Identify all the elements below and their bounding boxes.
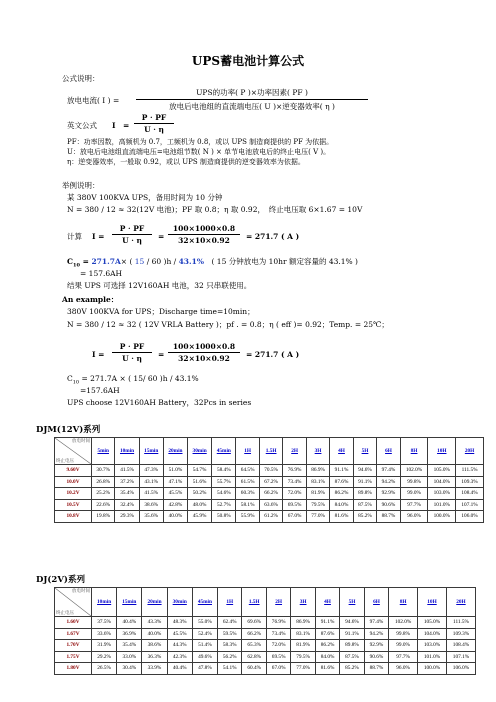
capacity-cell: 47.1%: [163, 476, 187, 488]
example-cn-i: I =: [92, 232, 105, 241]
example-en-i: I =: [92, 350, 105, 359]
english-numerator: P · PF: [134, 113, 174, 124]
capacity-cell: 91.1%: [330, 465, 353, 477]
example-en-fraction1: [112, 342, 152, 363]
capacity-cell: 70.5%: [259, 465, 282, 477]
capacity-cell: 86.9%: [291, 617, 315, 629]
capacity-cell: 104.0%: [428, 476, 456, 488]
capacity-cell: 84.0%: [315, 651, 339, 663]
capacity-cell: 33.6%: [92, 628, 117, 640]
formula-numerator: UPS的功率( P )×功率因素( PF ): [136, 87, 368, 100]
column-header: 4H: [315, 588, 339, 617]
capacity-cell: 50.8%: [212, 511, 236, 523]
c10-times: × (: [120, 257, 135, 266]
column-header: 8H: [389, 588, 418, 617]
capacity-cell: 22.6%: [92, 499, 115, 511]
column-header: 10H: [428, 438, 456, 465]
capacity-cell: 89.8%: [340, 640, 364, 652]
capacity-cell: 61.2%: [259, 511, 282, 523]
c10-note: ( 15 分钟放电为 10hr 额定容量的 43.1% ): [204, 257, 358, 266]
column-header: 10min: [115, 438, 139, 465]
capacity-cell: 64.5%: [236, 465, 259, 477]
capacity-cell: 94.6%: [340, 617, 364, 629]
capacity-cell: 61.5%: [236, 476, 259, 488]
column-header: 3H: [291, 588, 315, 617]
capacity-cell: 30.4%: [117, 663, 142, 675]
capacity-cell: 26.5%: [92, 663, 117, 675]
capacity-cell: 45.9%: [188, 511, 212, 523]
capacity-cell: 102.0%: [400, 465, 428, 477]
c10-sub: 10: [72, 262, 80, 269]
capacity-cell: 40.4%: [117, 617, 142, 629]
capacity-cell: 31.9%: [92, 640, 117, 652]
example-cn-line2: N = 380 / 12 ≈ 32(12V 电池)；PF 取 0.8；η 取 0.92， 终止电压取 6×1.67 = 10V: [67, 205, 363, 214]
example-en-heading: An example：: [62, 295, 119, 304]
capacity-cell: 50.2%: [188, 488, 212, 500]
capacity-cell: 103.0%: [418, 640, 447, 652]
capacity-cell: 29.3%: [115, 511, 139, 523]
capacity-cell: 91.1%: [340, 628, 364, 640]
capacity-cell: 26.8%: [92, 476, 115, 488]
capacity-cell: 97.4%: [377, 465, 400, 477]
capacity-cell: 69.5%: [266, 651, 290, 663]
dj-heading: DJ(2V)系列: [36, 575, 85, 585]
capacity-cell: 55.7%: [212, 476, 236, 488]
page-title: UPS蓄电池计算公式: [191, 54, 305, 68]
column-header: 8H: [400, 438, 428, 465]
example-en-line1: 380V 100KVA for UPS；Discharge time=10min；: [67, 307, 255, 316]
capacity-cell: 87.6%: [330, 476, 353, 488]
discharge-current-label: 放电电流( I ) =: [67, 96, 120, 105]
en-c10-letter: C: [67, 374, 73, 383]
capacity-cell: 42.8%: [163, 499, 187, 511]
capacity-cell: 65.3%: [242, 640, 266, 652]
capacity-cell: 92.9%: [377, 488, 400, 500]
capacity-cell: 86.2%: [315, 640, 339, 652]
table-row: [55, 663, 476, 675]
capacity-cell: 86.2%: [330, 488, 353, 500]
capacity-cell: 67.0%: [266, 663, 290, 675]
capacity-cell: 52.4%: [192, 628, 217, 640]
capacity-cell: 87.5%: [340, 651, 364, 663]
eta-explanation: η：逆变器效率，一般取 0.92，或以 UPS 制造商提供的逆变器效率为依据。: [67, 158, 305, 166]
capacity-cell: 87.5%: [353, 499, 376, 511]
capacity-cell: 99.0%: [400, 488, 428, 500]
column-header: 1.5H: [259, 438, 282, 465]
capacity-cell: 29.2%: [92, 651, 117, 663]
capacity-cell: 42.3%: [167, 651, 192, 663]
capacity-cell: 51.6%: [188, 476, 212, 488]
capacity-cell: 44.3%: [167, 640, 192, 652]
column-header: 2H: [266, 588, 290, 617]
capacity-cell: 55.0%: [192, 617, 217, 629]
capacity-cell: 105.0%: [428, 465, 456, 477]
column-header: 1H: [236, 438, 259, 465]
formula-fraction: [136, 87, 368, 112]
column-header: 2H: [283, 438, 306, 465]
capacity-cell: 91.1%: [353, 476, 376, 488]
capacity-cell: 36.9%: [117, 628, 142, 640]
example-cn-eq: =: [158, 232, 165, 241]
column-header: 10H: [418, 588, 447, 617]
en-num2: 100×1000×0.8: [168, 342, 240, 353]
capacity-cell: 106.0%: [446, 663, 475, 675]
column-header: 15min: [139, 438, 163, 465]
capacity-cell: 35.6%: [139, 511, 163, 523]
example-en-conclusion: UPS choose 12V160AH Battery，32Pcs in series: [67, 398, 252, 407]
en-den1: U · η: [122, 354, 142, 363]
capacity-cell: 33.0%: [117, 651, 142, 663]
capacity-cell: 60.3%: [236, 488, 259, 500]
example-en-result: = 271.7 ( A ): [246, 350, 300, 359]
example-cn-c10-result: = 157.6AH: [80, 269, 123, 278]
capacity-cell: 66.2%: [259, 488, 282, 500]
capacity-cell: 107.1%: [456, 499, 484, 511]
capacity-cell: 52.7%: [212, 499, 236, 511]
c10-current: 271.7A: [91, 257, 121, 266]
c10-percent: 43.1%: [178, 257, 204, 266]
table-row: [55, 617, 476, 629]
capacity-cell: 105.0%: [418, 617, 447, 629]
c10-letter: C: [67, 257, 73, 266]
pf-explanation: PF：功率因数，高频机为 0.7，工频机为 0.8，或以 UPS 制造商提供的 PF 为依据。: [67, 138, 334, 146]
u-explanation: U：放电后电池组直流端电压=电池组节数( N ) × 单节电池放电后的终止电压( V )。: [67, 148, 331, 156]
capacity-cell: 47.8%: [192, 663, 217, 675]
capacity-cell: 51.0%: [163, 465, 187, 477]
table-row: [55, 651, 476, 663]
column-header: 20min: [142, 588, 167, 617]
dj-table: [54, 587, 476, 675]
capacity-cell: 101.0%: [418, 651, 447, 663]
capacity-cell: 85.2%: [353, 511, 376, 523]
capacity-cell: 66.2%: [242, 628, 266, 640]
end-voltage-cell: 10.8V: [55, 511, 92, 523]
capacity-cell: 88.7%: [377, 511, 400, 523]
example-cn-fraction2: [168, 224, 240, 245]
capacity-cell: 89.8%: [353, 488, 376, 500]
capacity-cell: 109.3%: [446, 628, 475, 640]
example-en-eq: =: [158, 350, 165, 359]
capacity-cell: 79.5%: [291, 651, 315, 663]
example-cn-result: = 271.7 ( A ): [246, 232, 300, 241]
end-voltage-cell: 10.5V: [55, 499, 92, 511]
capacity-cell: 99.8%: [400, 476, 428, 488]
capacity-cell: 56.2%: [218, 651, 242, 663]
capacity-cell: 58.4%: [212, 465, 236, 477]
capacity-cell: 32.4%: [115, 499, 139, 511]
capacity-cell: 72.0%: [266, 640, 290, 652]
capacity-cell: 49.6%: [192, 651, 217, 663]
end-voltage-cell: 10.2V: [55, 488, 92, 500]
capacity-cell: 102.0%: [389, 617, 418, 629]
capacity-cell: 104.0%: [418, 628, 447, 640]
capacity-cell: 91.1%: [315, 617, 339, 629]
capacity-cell: 47.3%: [139, 465, 163, 477]
capacity-cell: 94.2%: [377, 476, 400, 488]
corner-top-label: 放电时间: [72, 438, 90, 443]
djm-heading: DJM(12V)系列: [36, 425, 101, 435]
capacity-cell: 85.2%: [340, 663, 364, 675]
capacity-cell: 45.5%: [163, 488, 187, 500]
capacity-cell: 101.0%: [428, 499, 456, 511]
capacity-cell: 106.0%: [456, 511, 484, 523]
capacity-cell: 90.6%: [377, 499, 400, 511]
capacity-cell: 108.4%: [456, 488, 484, 500]
capacity-cell: 108.4%: [446, 640, 475, 652]
corner-bottom-label: 终止电压: [56, 458, 74, 463]
capacity-cell: 67.0%: [283, 511, 306, 523]
table-row: [55, 628, 476, 640]
capacity-cell: 62.8%: [242, 651, 266, 663]
capacity-cell: 30.7%: [92, 465, 115, 477]
capacity-cell: 73.4%: [283, 476, 306, 488]
cn-num2: 100×1000×0.8: [168, 224, 240, 235]
capacity-cell: 43.1%: [139, 476, 163, 488]
capacity-cell: 86.9%: [306, 465, 329, 477]
capacity-cell: 37.2%: [115, 476, 139, 488]
capacity-cell: 96.0%: [400, 511, 428, 523]
column-header: 20H: [446, 588, 475, 617]
example-cn-heading: 举例说明：: [62, 181, 100, 190]
capacity-cell: 48.3%: [167, 617, 192, 629]
english-formula-i: I =: [112, 121, 130, 130]
c10-div: / 60 )h /: [144, 257, 179, 266]
capacity-cell: 96.0%: [389, 663, 418, 675]
example-cn-fraction1: [112, 224, 152, 245]
capacity-cell: 73.4%: [266, 628, 290, 640]
column-header: 1H: [218, 588, 242, 617]
djm-table: [54, 437, 484, 523]
capacity-cell: 58.3%: [218, 640, 242, 652]
capacity-cell: 40.0%: [142, 628, 167, 640]
en-c10-sub: 10: [72, 379, 80, 386]
end-voltage-cell: 1.70V: [55, 640, 92, 652]
column-header: 15min: [117, 588, 142, 617]
capacity-cell: 84.0%: [330, 499, 353, 511]
c10-minutes: 15: [134, 257, 145, 266]
c10-eq: =: [79, 257, 92, 266]
capacity-cell: 67.2%: [259, 476, 282, 488]
column-header: 5H: [340, 588, 364, 617]
column-header: 6H: [364, 588, 388, 617]
capacity-cell: 83.1%: [306, 476, 329, 488]
column-header: 5min: [92, 438, 115, 465]
en-num1: P · PF: [112, 342, 152, 353]
capacity-cell: 63.6%: [259, 499, 282, 511]
capacity-cell: 99.0%: [389, 640, 418, 652]
capacity-cell: 55.9%: [236, 511, 259, 523]
capacity-cell: 72.0%: [283, 488, 306, 500]
capacity-cell: 33.9%: [142, 663, 167, 675]
capacity-cell: 92.9%: [364, 640, 388, 652]
column-header: 1.5H: [242, 588, 266, 617]
column-header: 6H: [377, 438, 400, 465]
capacity-cell: 51.4%: [192, 640, 217, 652]
corner-bottom-label: 终止电压: [56, 610, 74, 615]
column-header: 5H: [353, 438, 376, 465]
example-cn-line1: 某 380V 100KVA UPS，备用时间为 10 分钟: [67, 193, 223, 202]
capacity-cell: 81.9%: [306, 488, 329, 500]
capacity-cell: 60.4%: [242, 663, 266, 675]
table-row: [55, 488, 484, 500]
capacity-cell: 77.0%: [306, 511, 329, 523]
capacity-cell: 100.0%: [418, 663, 447, 675]
capacity-cell: 81.6%: [330, 511, 353, 523]
example-cn-conclusion: 结果 UPS 可选择 12V160AH 电池，32 只串联使用。: [67, 281, 252, 290]
table-row: [55, 476, 484, 488]
capacity-cell: 99.8%: [389, 628, 418, 640]
capacity-cell: 88.7%: [364, 663, 388, 675]
example-en-line2: N = 380 / 12 ≈ 32 ( 12V VRLA Battery )；pf . = 0.8；η ( eff )= 0.92；Temp. = 25℃；: [67, 320, 389, 329]
example-en-fraction2: [168, 342, 240, 363]
capacity-cell: 25.2%: [92, 488, 115, 500]
column-header: 30min: [188, 438, 212, 465]
table-row: [55, 499, 484, 511]
capacity-cell: 69.5%: [283, 499, 306, 511]
capacity-cell: 111.5%: [456, 465, 484, 477]
capacity-cell: 111.5%: [446, 617, 475, 629]
en-den2: 32×10×0.92: [178, 354, 230, 363]
end-voltage-cell: 1.80V: [55, 663, 92, 675]
column-header: 45min: [192, 588, 217, 617]
capacity-cell: 100.0%: [428, 511, 456, 523]
capacity-cell: 97.7%: [389, 651, 418, 663]
capacity-cell: 35.4%: [117, 640, 142, 652]
capacity-cell: 87.6%: [315, 628, 339, 640]
capacity-cell: 54.7%: [188, 465, 212, 477]
column-header: 4H: [330, 438, 353, 465]
capacity-cell: 79.5%: [306, 499, 329, 511]
capacity-cell: 41.5%: [115, 465, 139, 477]
cn-den2: 32×10×0.92: [178, 236, 230, 245]
capacity-cell: 81.9%: [291, 640, 315, 652]
capacity-cell: 40.4%: [167, 663, 192, 675]
capacity-cell: 83.1%: [291, 628, 315, 640]
capacity-cell: 94.2%: [364, 628, 388, 640]
capacity-cell: 76.9%: [283, 465, 306, 477]
english-denominator: U · η: [144, 125, 164, 134]
column-header: 20H: [456, 438, 484, 465]
end-voltage-cell: 10.0V: [55, 476, 92, 488]
table-corner-cell: [55, 588, 92, 617]
corner-top-label: 放电时间: [72, 588, 90, 593]
cn-num1: P · PF: [112, 224, 152, 235]
column-header: 3H: [306, 438, 329, 465]
end-voltage-cell: 1.75V: [55, 651, 92, 663]
capacity-cell: 59.5%: [218, 628, 242, 640]
capacity-cell: 81.6%: [315, 663, 339, 675]
end-voltage-cell: 1.60V: [55, 617, 92, 629]
capacity-cell: 109.3%: [456, 476, 484, 488]
capacity-cell: 54.1%: [218, 663, 242, 675]
capacity-cell: 35.4%: [115, 488, 139, 500]
english-formula-fraction: [134, 113, 174, 134]
column-header: 30min: [167, 588, 192, 617]
capacity-cell: 97.4%: [364, 617, 388, 629]
table-corner-cell: [55, 438, 92, 465]
capacity-cell: 77.0%: [291, 663, 315, 675]
capacity-cell: 36.3%: [142, 651, 167, 663]
capacity-cell: 43.3%: [142, 617, 167, 629]
capacity-cell: 107.1%: [446, 651, 475, 663]
capacity-cell: 62.4%: [218, 617, 242, 629]
capacity-cell: 58.1%: [236, 499, 259, 511]
cn-den1: U · η: [122, 236, 142, 245]
capacity-cell: 37.5%: [92, 617, 117, 629]
capacity-cell: 76.9%: [266, 617, 290, 629]
capacity-cell: 19.8%: [92, 511, 115, 523]
english-formula-label: 英文公式: [67, 121, 97, 130]
capacity-cell: 97.7%: [400, 499, 428, 511]
capacity-cell: 38.6%: [139, 499, 163, 511]
capacity-cell: 48.0%: [188, 499, 212, 511]
end-voltage-cell: 9.60V: [55, 465, 92, 477]
column-header: 10min: [92, 588, 117, 617]
table-row: [55, 640, 476, 652]
formula-denominator: 放电后电池组的直流端电压( U )×逆变器效率( η ): [169, 102, 335, 111]
en-c10-expr: = 271.7A × ( 15/ 60 )h / 43.1%: [79, 374, 199, 383]
capacity-cell: 54.6%: [212, 488, 236, 500]
capacity-cell: 94.6%: [353, 465, 376, 477]
example-en-c10-result: =157.6AH: [80, 386, 120, 395]
capacity-cell: 40.0%: [163, 511, 187, 523]
capacity-cell: 90.6%: [364, 651, 388, 663]
formula-heading: 公式说明：: [62, 74, 100, 83]
table-row: [55, 511, 484, 523]
capacity-cell: 45.5%: [167, 628, 192, 640]
table-row: [55, 465, 484, 477]
capacity-cell: 69.6%: [242, 617, 266, 629]
column-header: 20min: [163, 438, 187, 465]
capacity-cell: 103.0%: [428, 488, 456, 500]
column-header: 45min: [212, 438, 236, 465]
end-voltage-cell: 1.67V: [55, 628, 92, 640]
capacity-cell: 38.6%: [142, 640, 167, 652]
capacity-cell: 41.5%: [139, 488, 163, 500]
example-cn-calc-label: 计算: [67, 232, 82, 241]
